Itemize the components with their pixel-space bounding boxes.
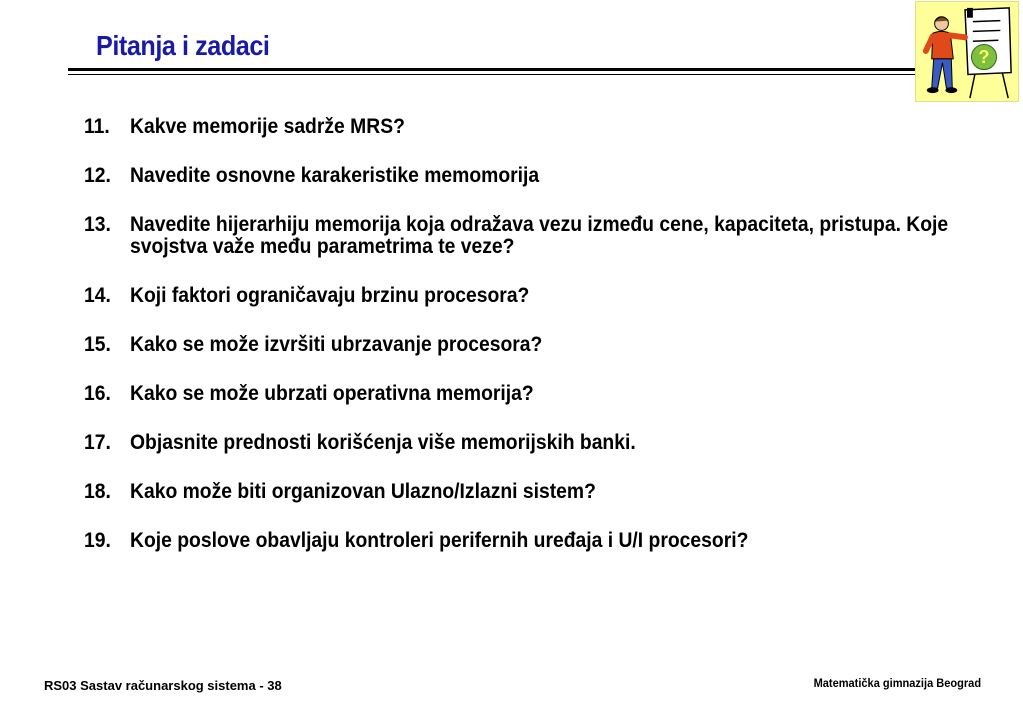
question-text: Kako se može ubrzati operativna memorija?	[130, 382, 534, 405]
question-text: Navedite hijerarhiju memorija koja odražava vezu između cene, kapaciteta, pristupa. Koje svojstva važe među parametrima te veze?	[130, 213, 949, 258]
question-text: Koje poslove obavljaju kontroleri perifernih uređaja i U/I procesori?	[130, 529, 749, 552]
presenter-with-board-icon	[915, 1, 1019, 102]
question-item-16	[84, 383, 1004, 405]
question-number: 17.	[84, 431, 111, 454]
question-item-11	[84, 116, 1004, 138]
question-number: 11.	[84, 115, 110, 138]
footer-school-label: Matematička gimnazija Beograd	[813, 676, 981, 690]
question-text: Navedite osnovne karakeristike memomorija	[130, 164, 540, 187]
question-item-13	[84, 214, 1004, 258]
question-number: 13.	[84, 213, 111, 236]
question-item-15	[84, 334, 1004, 356]
question-number: 15.	[84, 333, 111, 356]
question-text: Kako može biti organizovan Ulazno/Izlazni sistem?	[130, 480, 596, 503]
question-item-12	[84, 165, 1004, 187]
question-number: 12.	[84, 164, 111, 187]
question-text: Kako se može izvršiti ubrzavanje procesora?	[130, 333, 543, 356]
question-number: 19.	[84, 529, 111, 552]
question-list	[84, 116, 964, 579]
question-number: 18.	[84, 480, 111, 503]
slide-title: Pitanja i zadaci	[96, 30, 270, 61]
question-number: 16.	[84, 382, 111, 405]
question-text: Kakve memorije sadrže MRS?	[130, 115, 405, 138]
question-text: Koji faktori ograničavaju brzinu procesora?	[130, 284, 530, 307]
question-item-17	[84, 432, 1004, 454]
footer-course-label: RS03 Sastav računarskog sistema - 38	[44, 678, 282, 693]
question-item-18	[84, 481, 1004, 503]
question-mark-icon: ?	[971, 44, 997, 70]
question-item-14	[84, 285, 1004, 307]
question-item-19	[84, 530, 1004, 552]
question-number: 14.	[84, 284, 111, 307]
question-text: Objasnite prednosti korišćenja više memorijskih banki.	[130, 431, 636, 454]
title-underline-thin	[68, 74, 918, 75]
title-underline	[68, 68, 918, 71]
presenter-figure-icon	[926, 17, 965, 93]
